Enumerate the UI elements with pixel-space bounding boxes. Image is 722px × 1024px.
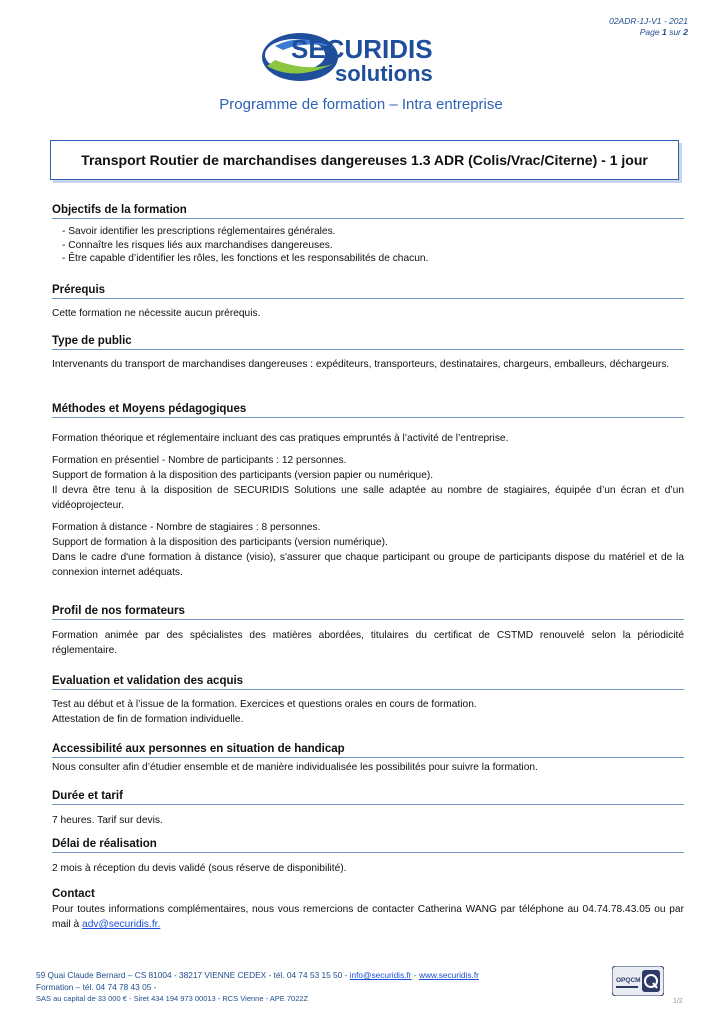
- presentiel-block: [52, 453, 684, 513]
- distance-line: Formation à distance - Nombre de stagiaires : 8 personnes.: [52, 522, 321, 533]
- section-text: 7 heures. Tarif sur devis.: [52, 815, 163, 826]
- section-heading: Objectifs de la formation: [52, 204, 684, 219]
- distance-line: Dans le cadre d'une formation à distance (visio), s'assurer que chaque participant ou groupe de participants dispose du matériel et de la connexion internet adéquats.: [52, 552, 684, 578]
- evaluation-line: Test au début et à l’issue de la formation. Exercices et questions orales en cours de formation.: [52, 699, 477, 710]
- document-reference: [609, 16, 688, 38]
- section-heading: Type de public: [52, 335, 684, 350]
- methods-intro: Formation théorique et réglementaire incluant des cas pratiques empruntés à l’activité de l’entreprise.: [52, 433, 509, 444]
- section-text: Intervenants du transport de marchandises dangereuses : expéditeurs, transporteurs, destinataires, chargeurs, emballeurs, déchargeurs.: [52, 359, 670, 370]
- page-indicator: Page 1 sur 2: [639, 27, 688, 37]
- list-item: - Être capable d’identifier les rôles, les fonctions et les responsabilités de chacun.: [62, 252, 684, 266]
- section-prerequis: [52, 284, 684, 321]
- section-accessibilite: [52, 743, 684, 775]
- presentiel-line: Support de formation à la disposition des participants (version papier ou numérique).: [52, 470, 434, 481]
- contact-text: Pour toutes informations complémentaires, nous vous remercions de contacter Catherina WANG par téléphone au 04.74.78.43.05 ou par mail à adv@securidis.fr.: [52, 904, 684, 930]
- distance-line: Support de formation à la disposition des participants (version numérique).: [52, 537, 388, 548]
- section-evaluation: [52, 675, 684, 727]
- page-footer: [36, 970, 479, 1005]
- securidis-logo: [255, 26, 470, 88]
- section-heading: Durée et tarif: [52, 790, 684, 805]
- presentiel-line: Il devra être tenu à la disposition de SECURIDIS Solutions une salle adaptée au nombre de stagiaires, équipée d’un écran et d’un vidéoprojecteur.: [52, 485, 684, 511]
- section-heading: Contact: [52, 888, 95, 900]
- section-heading: Méthodes et Moyens pédagogiques: [52, 403, 684, 418]
- document-subtitle: Programme de formation – Intra entreprise: [219, 96, 503, 113]
- section-text: 2 mois à réception du devis validé (sous réserve de disponibilité).: [52, 863, 347, 874]
- badge-text: OPQCM: [616, 977, 641, 984]
- section-formateurs: [52, 605, 684, 658]
- section-delai: [52, 838, 684, 876]
- logo-solutions-text: solutions: [335, 61, 433, 86]
- section-heading: Profil de nos formateurs: [52, 605, 684, 620]
- list-item: - Savoir identifier les prescriptions réglementaires générales.: [62, 225, 684, 239]
- page-mark: 1/2: [673, 998, 683, 1005]
- section-text: Formation animée par des spécialistes des matières abordées, titulaires du certificat de CSTMD renouvelé selon la périodicité réglementaire.: [52, 630, 684, 656]
- section-contact: [52, 888, 684, 932]
- logo-securidis-text: SECURIDIS: [291, 34, 433, 64]
- section-public: [52, 335, 684, 372]
- footer-formation-line: Formation – tél. 04 74 78 43 05 -: [36, 981, 157, 992]
- section-heading: Prérequis: [52, 284, 684, 299]
- footer-legal-line: SAS au capital de 33 000 € - Siret 434 194 973 00013 - RCS Vienne - APE 7022Z: [36, 994, 309, 1003]
- footer-website-link[interactable]: www.securidis.fr: [418, 970, 479, 980]
- section-objectifs: [52, 204, 684, 266]
- footer-email-link[interactable]: info@securidis.fr: [349, 970, 412, 980]
- objectives-list: [52, 225, 684, 266]
- section-heading: Evaluation et validation des acquis: [52, 675, 684, 690]
- distance-block: [52, 520, 684, 580]
- section-heading: Délai de réalisation: [52, 838, 684, 853]
- section-text: Cette formation ne nécessite aucun prérequis.: [52, 308, 261, 319]
- section-text: Nous consulter afin d’étudier ensemble et de manière individualisée les possibilités pour suivre la formation.: [52, 762, 538, 773]
- evaluation-line: Attestation de fin de formation individuelle.: [52, 714, 244, 725]
- opqcm-certification-badge: [612, 966, 664, 996]
- footer-address-line: 59 Quai Claude Bernard – CS 81004 - 38217 VIENNE CEDEX - tél. 04 74 53 15 50 - info@securidis.fr - www.securidis.fr: [36, 970, 479, 980]
- training-title-box: [50, 140, 679, 180]
- presentiel-line: Formation en présentiel - Nombre de participants : 12 personnes.: [52, 455, 347, 466]
- list-item: - Connaître les risques liés aux marchandises dangereuses.: [62, 239, 684, 253]
- doc-code: 02ADR-1J-V1 - 2021: [609, 16, 688, 26]
- section-methodes: [52, 403, 684, 580]
- section-duree: [52, 790, 684, 828]
- section-heading: Accessibilité aux personnes en situation de handicap: [52, 743, 684, 758]
- contact-email-link[interactable]: adv@securidis.fr.: [82, 919, 161, 930]
- training-title: Transport Routier de marchandises dangereuses 1.3 ADR (Colis/Vrac/Citerne) - 1 jour: [81, 152, 648, 168]
